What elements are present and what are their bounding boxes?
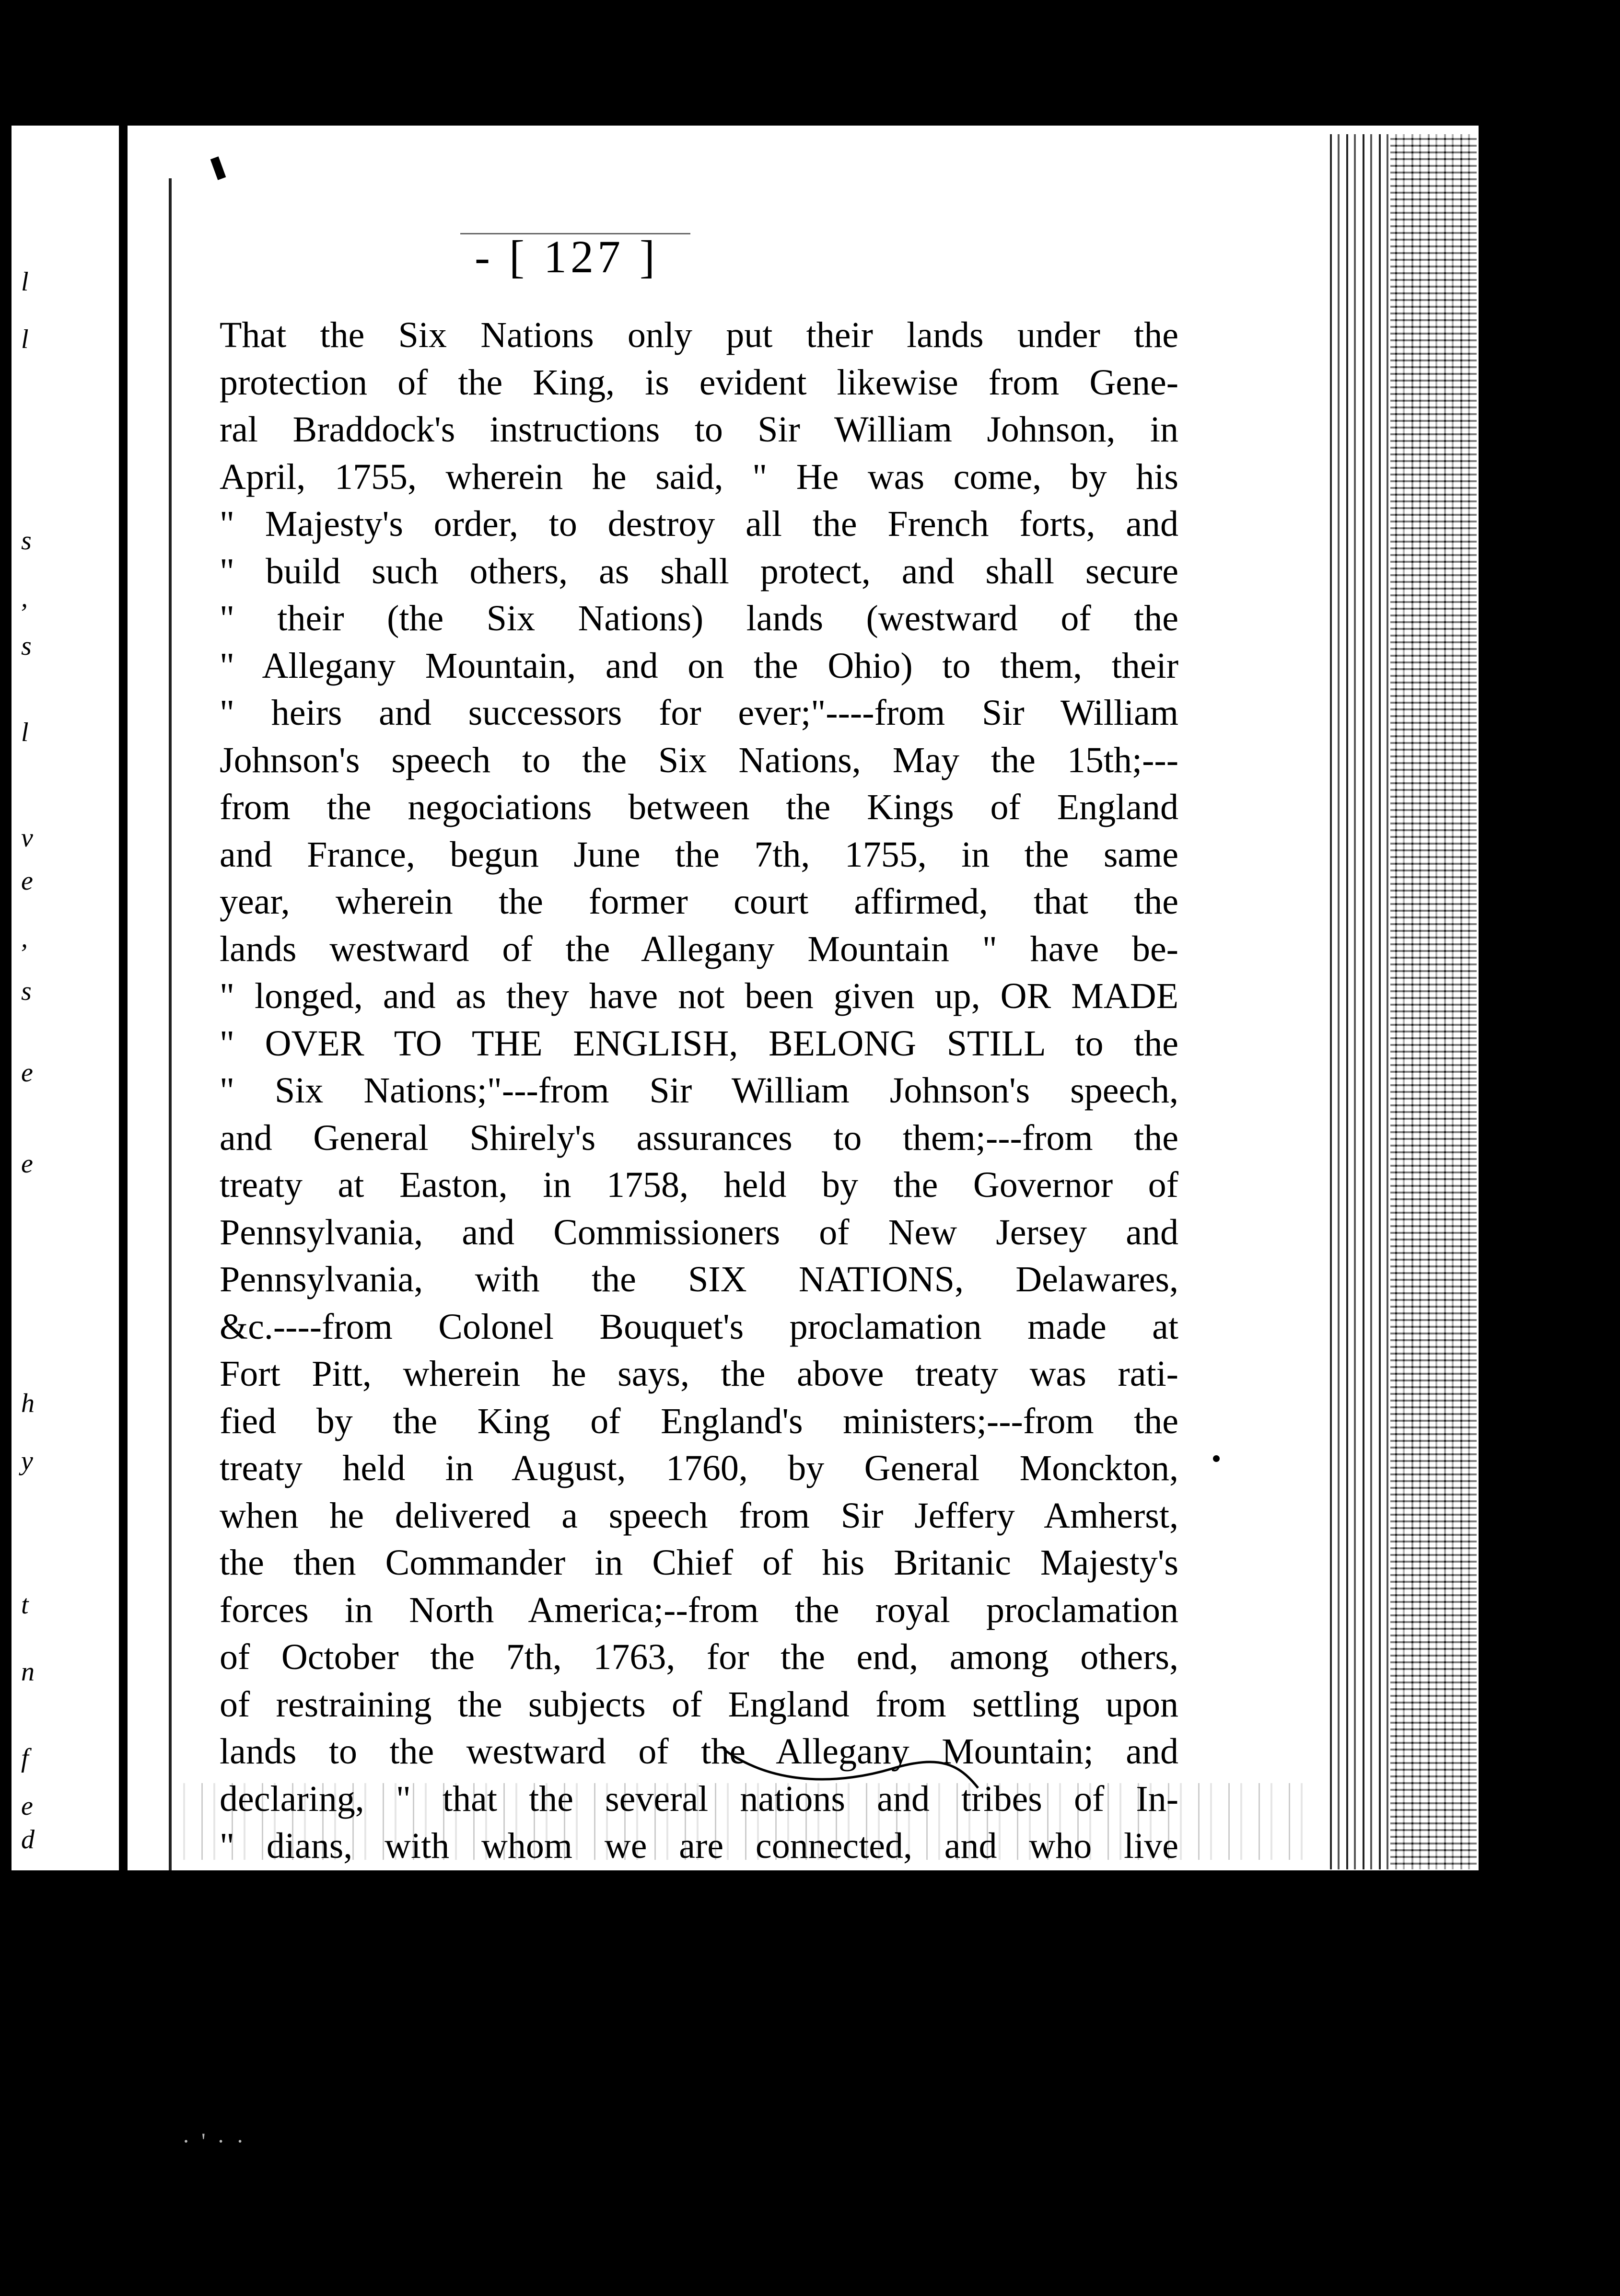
gutter-rule-inner xyxy=(169,178,172,1870)
text-line: from the negociations between the Kings of England xyxy=(220,787,1178,827)
margin-fragment: e xyxy=(21,1791,33,1821)
text-line: protection of the King, is evident likewise from Gene- xyxy=(220,362,1178,403)
text-line: treaty held in August, 1760, by General Monckton, xyxy=(220,1448,1178,1488)
page-number-header: - [ 127 ] xyxy=(475,231,659,282)
text-line: pose the treaty at Albany, and General Braddock's in- xyxy=(220,1920,1178,1960)
facing-page-margin xyxy=(21,267,107,1855)
margin-fragment: h xyxy=(21,1389,35,1418)
margin-fragment: d xyxy=(21,1825,35,1855)
margin-fragment: e xyxy=(21,1058,33,1088)
margin-fragment: s xyxy=(21,526,32,556)
text-line: " heirs and successors for ever;"----from Sir William xyxy=(220,693,1178,733)
margin-fragment: e xyxy=(21,866,33,896)
margin-fragment: t xyxy=(21,1590,29,1620)
text-line: the then Commander in Chief of his Britanic Majesty's xyxy=(220,1542,1178,1583)
text-line: " Majesty's order, to destroy all the French forts, and xyxy=(220,504,1178,544)
margin-fragment: e xyxy=(21,1149,33,1179)
text-line: That the Six Nations only put their lands under the xyxy=(220,315,1178,355)
margin-fragment: n xyxy=(21,1657,35,1687)
text-line: lands westward of the Allegany Mountain " have be- xyxy=(220,928,1178,969)
text-line: " dians, with whom we are connected, and who live xyxy=(220,1826,1178,1866)
text-line: Fort Pitt, wherein he says, the above treaty was rati- xyxy=(220,1354,1178,1394)
text-line: &c.----from Colonel Bouquet's proclamation made at xyxy=(220,1306,1178,1347)
text-line: structions; xyxy=(1026,1967,1178,2008)
margin-fragment: , xyxy=(21,924,28,953)
text-line: ral Braddock's instructions to Sir William Johnson, in xyxy=(220,409,1178,450)
text-line: Johnson's speech to the Six Nations, May the 15th;--- xyxy=(220,740,1178,780)
text-line: " Six Nations;"---from Sir William Johnson's speech, xyxy=(220,1070,1178,1111)
text-line: Pennsylvania, with the SIX NATIONS, Delawares, xyxy=(220,1259,1178,1299)
ink-dot xyxy=(1213,1455,1220,1462)
text-line: of restraining the subjects of England from settling upon xyxy=(220,1684,1178,1725)
text-line: " UNDER OUR PROTECTION," (see also to this pur- xyxy=(220,1873,1178,1913)
margin-fragment: l xyxy=(21,325,29,354)
text-line: " their (the Six Nations) lands (westward of the xyxy=(220,598,1178,638)
text-line: treaty at Easton, in 1758, held by the Governor of xyxy=(220,1165,1178,1205)
text-line: " longed, and as they have not been given up, OR MADE xyxy=(220,976,1178,1016)
body-text xyxy=(220,312,1178,2011)
margin-fragment: l xyxy=(21,267,29,297)
text-line: forces in North America;--from the royal proclamation xyxy=(220,1589,1178,1630)
text-line: and General Shirely's assurances to them;---from the xyxy=(220,1117,1178,1158)
text-line: of October the 7th, 1763, for the end, among others, xyxy=(220,1637,1178,1677)
text-line: declaring, " that the several nations and tribes of In- xyxy=(220,1778,1178,1819)
text-line: year, wherein the former court affirmed, that the xyxy=(220,881,1178,922)
margin-fragment: y xyxy=(21,1446,33,1476)
text-line: when he delivered a speech from Sir Jeffery Amherst, xyxy=(220,1495,1178,1536)
text-line: " OVER TO THE ENGLISH, BELONG STILL to the xyxy=(220,1023,1178,1064)
margin-fragment: f xyxy=(21,1743,29,1773)
text-line: lands to the westward of the Allegany Mountain; and xyxy=(220,1731,1178,1772)
ink-pen-stroke xyxy=(719,1735,988,1797)
text-line: " build such others, as shall protect, and shall secure xyxy=(220,551,1178,591)
margin-fragment: , xyxy=(21,583,28,613)
text-line: " Allegany Mountain, and on the Ohio) to them, their xyxy=(220,645,1178,686)
text-line: fied by the King of England's ministers;---from the xyxy=(220,1401,1178,1441)
bottom-speckle: · ' · · xyxy=(182,2129,247,2154)
book-edge-shadow xyxy=(1390,134,1477,1869)
text-line: and France, begun June the 7th, 1755, in the same xyxy=(220,834,1178,875)
margin-fragment: s xyxy=(21,976,32,1006)
gutter-rule xyxy=(119,115,128,1903)
margin-fragment: s xyxy=(21,631,32,661)
margin-fragment: l xyxy=(21,718,29,747)
text-line: Pennsylvania, and Commissioners of New Jersey and xyxy=(220,1212,1178,1252)
margin-fragment: v xyxy=(21,823,33,853)
text-line: April, 1755, wherein he said, " He was come, by his xyxy=(220,456,1178,497)
